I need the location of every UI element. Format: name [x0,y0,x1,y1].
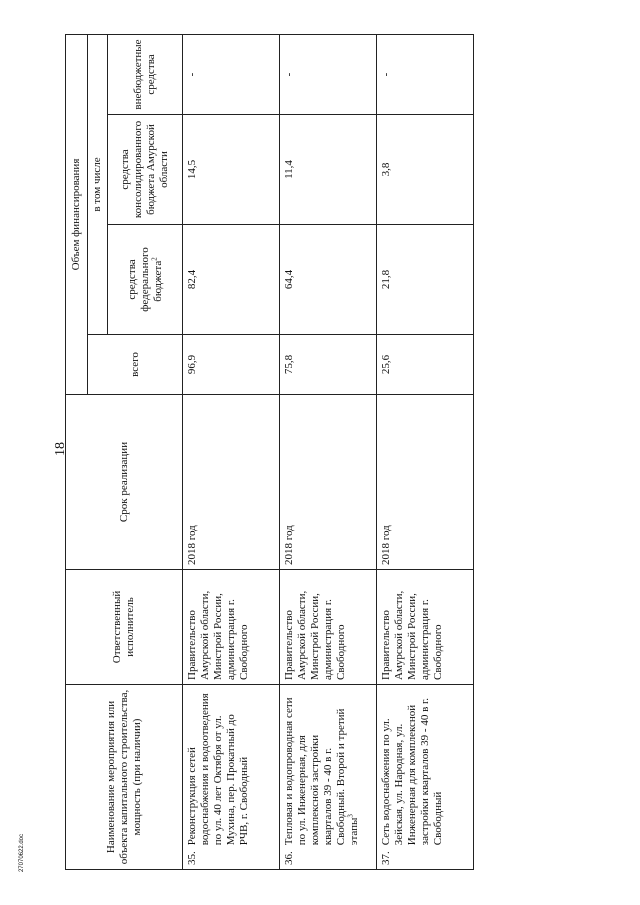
table-row [280,34,377,869]
row-name-text: Тепловая и водопроводная сети по ул. Инженерная, для комплексной застройки кварталов 39 - 40 в г. Свободный. Второй и третий этапы [283,697,360,846]
footer-filename: 27070622.doc [19,833,25,873]
row-extra: - [280,34,377,114]
row-name [380,689,445,845]
row-extra: - [377,34,474,114]
header-extra: внебюджетные средства [108,34,183,114]
row-term: 2018 год [183,395,280,570]
header-regional: средства консолидированного бюджета Амурской области [108,115,183,225]
table-row [377,34,474,869]
header-volume: Объем финансирования [66,34,88,394]
table-row [183,34,280,869]
row-name-cell [183,685,280,870]
row-name-cell [377,685,474,870]
row-term: 2018 год [280,395,377,570]
row-extra: - [183,34,280,114]
row-total: 96,9 [183,335,280,395]
header-executor: Ответственный исполнитель [66,570,183,685]
row-number: 36. [283,851,295,865]
header-federal-sup: 2 [149,257,158,261]
row-total: 25,6 [377,335,474,395]
row-regional: 3,8 [377,115,474,225]
row-term: 2018 год [377,395,474,570]
page-number: 18 [53,442,68,456]
header-federal [108,225,183,335]
row-federal: 64,4 [280,225,377,335]
rotated-table-container [65,35,640,870]
row-federal: 21,8 [377,225,474,335]
row-name-text: Реконструкция сетей водоснабжения и водоотведения по ул. 40 лет Октября от ул. Мухина, пер. Прокатный до РЧВ, г. Свободный [186,693,250,846]
row-number: 35. [186,851,198,865]
row-name [283,689,361,845]
financing-table [65,34,474,870]
row-number: 37. [380,851,392,865]
row-total: 75,8 [280,335,377,395]
row-regional: 14,5 [183,115,280,225]
row-name-cell [280,685,377,870]
row-regional: 11,4 [280,115,377,225]
row-name-sup: 3 [346,814,355,818]
row-executor: Правительство Амурской области, Минстрой России, администрация г. Свободного [183,570,280,685]
row-federal: 82,4 [183,225,280,335]
header-including: в том числе [88,34,108,334]
header-federal-text: средства федерального бюджета [125,247,164,312]
header-term: Срок реализации [66,395,183,570]
header-name: Наименование мероприятия или объекта капитального строительства, мощность (при наличии) [66,685,183,870]
row-executor: Правительство Амурской области, Минстрой России, администрация г. Свободного [280,570,377,685]
row-name [186,689,251,845]
row-name-text: Сеть водоснабжения по ул. Зейская, ул. Народная, ул. Инженерная для комплексной застройки кварталов 39 - 40 в г. Свободный [380,697,444,846]
header-total: всего [88,335,183,395]
row-executor: Правительство Амурской области, Минстрой России, администрация г. Свободного [377,570,474,685]
